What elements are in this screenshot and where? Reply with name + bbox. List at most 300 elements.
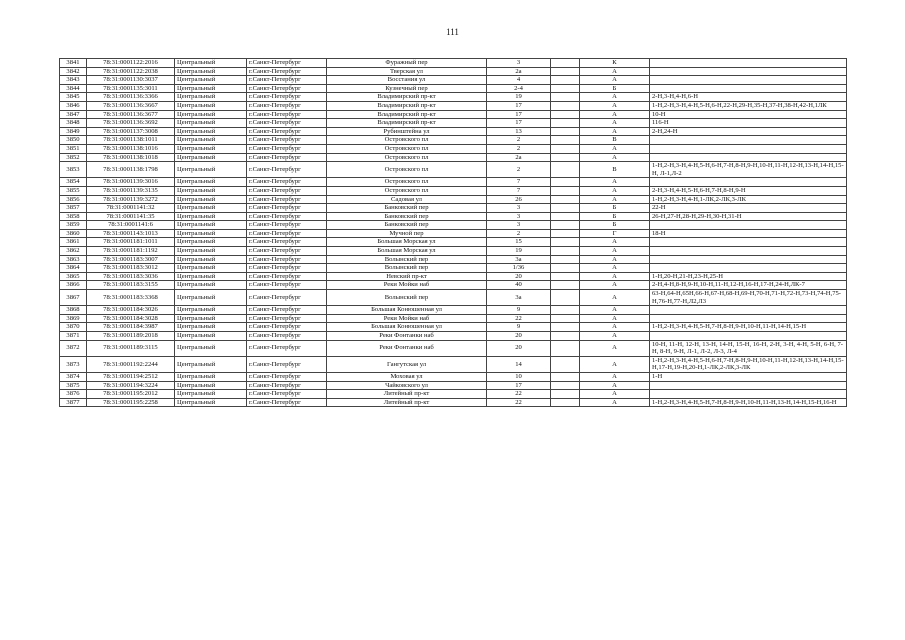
district-cell: Центральный (175, 372, 247, 381)
table-row (60, 59, 847, 68)
cadastral-number-cell: 78:31:0001189:3115 (87, 340, 175, 356)
row-number-cell: 3871 (60, 332, 87, 341)
city-cell: г.Санкт-Петербург (247, 195, 327, 204)
premises-list-cell: 10-Н (650, 110, 847, 119)
street-cell: Литейный пр-кт (327, 390, 487, 399)
street-cell: Островского пл (327, 162, 487, 178)
extra-cell (551, 101, 580, 110)
building-letter-cell: А (580, 186, 650, 195)
extra-cell (551, 212, 580, 221)
cadastral-number-cell: 78:31:0001122:2016 (87, 59, 175, 68)
street-cell: Гангутская ул (327, 356, 487, 372)
cadastral-number-cell: 78:31:0001183:3007 (87, 255, 175, 264)
house-number-cell: 1/36 (487, 264, 551, 273)
row-number-cell: 3854 (60, 178, 87, 187)
premises-list-cell (650, 332, 847, 341)
cadastral-number-cell: 78:31:0001137:3008 (87, 127, 175, 136)
street-cell: Литейный пр-кт (327, 398, 487, 407)
house-number-cell: 40 (487, 281, 551, 290)
premises-list-cell (650, 306, 847, 315)
row-number-cell: 3856 (60, 195, 87, 204)
extra-cell (551, 398, 580, 407)
building-letter-cell: А (580, 178, 650, 187)
building-letter-cell: А (580, 101, 650, 110)
district-cell: Центральный (175, 314, 247, 323)
street-cell: Кузнечный пер (327, 84, 487, 93)
cadastral-number-cell: 78:31:0001184:3987 (87, 323, 175, 332)
row-number-cell: 3843 (60, 76, 87, 85)
premises-list-cell (650, 67, 847, 76)
row-number-cell: 3868 (60, 306, 87, 315)
house-number-cell: 22 (487, 390, 551, 399)
row-number-cell: 3864 (60, 264, 87, 273)
table-row (60, 390, 847, 399)
house-number-cell: 9 (487, 323, 551, 332)
page-number: 111 (446, 27, 459, 37)
district-cell: Центральный (175, 238, 247, 247)
city-cell: г.Санкт-Петербург (247, 204, 327, 213)
street-cell: Восстания ул (327, 76, 487, 85)
building-letter-cell: В (580, 136, 650, 145)
row-number-cell: 3870 (60, 323, 87, 332)
premises-list-cell: 1-Н,2-Н,3-Н,4-Н,5-Н,6-Н,22-Н,29-Н,35-Н,37-Н,38-Н,42-Н,1ЛК (650, 101, 847, 110)
row-number-cell: 3853 (60, 162, 87, 178)
extra-cell (551, 272, 580, 281)
premises-list-cell (650, 144, 847, 153)
premises-list-cell (650, 59, 847, 68)
extra-cell (551, 76, 580, 85)
extra-cell (551, 290, 580, 306)
table-row (60, 110, 847, 119)
district-cell: Центральный (175, 390, 247, 399)
building-letter-cell: Б (580, 212, 650, 221)
house-number-cell: 2-4 (487, 84, 551, 93)
house-number-cell: 20 (487, 332, 551, 341)
table-row (60, 398, 847, 407)
district-cell: Центральный (175, 110, 247, 119)
house-number-cell: 2 (487, 162, 551, 178)
city-cell: г.Санкт-Петербург (247, 186, 327, 195)
district-cell: Центральный (175, 340, 247, 356)
street-cell: Реки Мойки наб (327, 281, 487, 290)
extra-cell (551, 340, 580, 356)
table-row (60, 306, 847, 315)
premises-list-cell (650, 255, 847, 264)
street-cell: Волынский пер (327, 290, 487, 306)
premises-list-cell (650, 314, 847, 323)
row-number-cell: 3851 (60, 144, 87, 153)
extra-cell (551, 110, 580, 119)
row-number-cell: 3869 (60, 314, 87, 323)
house-number-cell: 19 (487, 247, 551, 256)
street-cell: Тверская ул (327, 67, 487, 76)
street-cell: Реки Фонтанки наб (327, 332, 487, 341)
extra-cell (551, 84, 580, 93)
house-number-cell: 17 (487, 381, 551, 390)
premises-list-cell: 1-Н,20-Н,21-Н,23-Н,25-Н (650, 272, 847, 281)
building-letter-cell: В (580, 162, 650, 178)
district-cell: Центральный (175, 281, 247, 290)
house-number-cell: 15 (487, 238, 551, 247)
district-cell: Центральный (175, 306, 247, 315)
premises-list-cell: 1-Н (650, 372, 847, 381)
premises-list-cell (650, 381, 847, 390)
row-number-cell: 3857 (60, 204, 87, 213)
city-cell: г.Санкт-Петербург (247, 372, 327, 381)
cadastral-number-cell: 78:31:0001138:1798 (87, 162, 175, 178)
street-cell: Большая Конюшенная ул (327, 306, 487, 315)
district-cell: Центральный (175, 264, 247, 273)
table-row (60, 67, 847, 76)
street-cell: Островского пл (327, 178, 487, 187)
premises-list-cell: 10-Н, 11-Н, 12-Н, 13-Н, 14-Н, 15-Н, 16-Н, 2-Н, 3-Н, 4-Н, 5-Н, 6-Н, 7-Н, 8-Н, 9-Н, Л-1, Л-2, Л-3, Л-4 (650, 340, 847, 356)
building-letter-cell: А (580, 264, 650, 273)
row-number-cell: 3867 (60, 290, 87, 306)
street-cell: Садовая ул (327, 195, 487, 204)
table-row (60, 281, 847, 290)
district-cell: Центральный (175, 93, 247, 102)
cadastral-number-cell: 78:31:0001136:3366 (87, 93, 175, 102)
building-letter-cell: А (580, 390, 650, 399)
row-number-cell: 3850 (60, 136, 87, 145)
house-number-cell: 17 (487, 119, 551, 128)
city-cell: г.Санкт-Петербург (247, 281, 327, 290)
city-cell: г.Санкт-Петербург (247, 59, 327, 68)
city-cell: г.Санкт-Петербург (247, 255, 327, 264)
city-cell: г.Санкт-Петербург (247, 93, 327, 102)
premises-list-cell: 1-Н,2-Н,3-Н,4-Н,5-Н,7-Н,8-Н,9-Н,10-Н,11-Н,13-Н,14-Н,15-Н,16-Н (650, 398, 847, 407)
table-row (60, 272, 847, 281)
building-letter-cell: К (580, 59, 650, 68)
building-letter-cell: А (580, 323, 650, 332)
city-cell: г.Санкт-Петербург (247, 390, 327, 399)
street-cell: Островского пл (327, 144, 487, 153)
registry-table (59, 58, 847, 407)
building-letter-cell: А (580, 340, 650, 356)
house-number-cell: 20 (487, 340, 551, 356)
district-cell: Центральный (175, 127, 247, 136)
city-cell: г.Санкт-Петербург (247, 229, 327, 238)
row-number-cell: 3865 (60, 272, 87, 281)
district-cell: Центральный (175, 221, 247, 230)
house-number-cell: 26 (487, 195, 551, 204)
city-cell: г.Санкт-Петербург (247, 398, 327, 407)
table-row (60, 255, 847, 264)
extra-cell (551, 186, 580, 195)
district-cell: Центральный (175, 398, 247, 407)
premises-list-cell (650, 76, 847, 85)
extra-cell (551, 119, 580, 128)
premises-list-cell (650, 390, 847, 399)
row-number-cell: 3874 (60, 372, 87, 381)
cadastral-number-cell: 78:31:0001194:3224 (87, 381, 175, 390)
city-cell: г.Санкт-Петербург (247, 153, 327, 162)
row-number-cell: 3872 (60, 340, 87, 356)
building-letter-cell: Б (580, 204, 650, 213)
house-number-cell: 2 (487, 229, 551, 238)
district-cell: Центральный (175, 136, 247, 145)
cadastral-number-cell: 78:31:0001136:3667 (87, 101, 175, 110)
cadastral-number-cell: 78:31:0001139:3135 (87, 186, 175, 195)
city-cell: г.Санкт-Петербург (247, 290, 327, 306)
extra-cell (551, 238, 580, 247)
building-letter-cell: А (580, 255, 650, 264)
row-number-cell: 3852 (60, 153, 87, 162)
street-cell: Моховая ул (327, 372, 487, 381)
cadastral-number-cell: 78:31:0001184:3028 (87, 314, 175, 323)
house-number-cell: 3 (487, 212, 551, 221)
premises-list-cell (650, 247, 847, 256)
cadastral-number-cell: 78:31:0001138:1011 (87, 136, 175, 145)
row-number-cell: 3842 (60, 67, 87, 76)
district-cell: Центральный (175, 178, 247, 187)
district-cell: Центральный (175, 195, 247, 204)
table-row (60, 178, 847, 187)
street-cell: Волынский пер (327, 255, 487, 264)
cadastral-number-cell: 78:31:0001136:3677 (87, 110, 175, 119)
house-number-cell: 17 (487, 110, 551, 119)
extra-cell (551, 153, 580, 162)
house-number-cell: 2 (487, 136, 551, 145)
extra-cell (551, 229, 580, 238)
street-cell: Островского пл (327, 136, 487, 145)
street-cell: Большая Морская ул (327, 238, 487, 247)
extra-cell (551, 255, 580, 264)
table-row (60, 84, 847, 93)
city-cell: г.Санкт-Петербург (247, 101, 327, 110)
row-number-cell: 3849 (60, 127, 87, 136)
building-letter-cell: А (580, 67, 650, 76)
street-cell: Большая Морская ул (327, 247, 487, 256)
city-cell: г.Санкт-Петербург (247, 110, 327, 119)
street-cell: Владимирский пр-кт (327, 110, 487, 119)
city-cell: г.Санкт-Петербург (247, 67, 327, 76)
city-cell: г.Санкт-Петербург (247, 340, 327, 356)
row-number-cell: 3848 (60, 119, 87, 128)
cadastral-number-cell: 78:31:0001181:1192 (87, 247, 175, 256)
street-cell: Владимирский пр-кт (327, 93, 487, 102)
district-cell: Центральный (175, 356, 247, 372)
building-letter-cell: А (580, 381, 650, 390)
premises-list-cell: 63-Н,64-Н,65Н,66-Н,67-Н,68-Н,69-Н,70-Н,71-Н,72-Н,73-Н,74-Н,75-Н,76-Н,77-Н,Л2,Л3 (650, 290, 847, 306)
extra-cell (551, 59, 580, 68)
cadastral-number-cell: 78:31:0001143:1013 (87, 229, 175, 238)
table-row (60, 162, 847, 178)
row-number-cell: 3863 (60, 255, 87, 264)
city-cell: г.Санкт-Петербург (247, 221, 327, 230)
district-cell: Центральный (175, 76, 247, 85)
table-row (60, 356, 847, 372)
extra-cell (551, 264, 580, 273)
city-cell: г.Санкт-Петербург (247, 381, 327, 390)
table-row (60, 93, 847, 102)
building-letter-cell: А (580, 153, 650, 162)
table-row (60, 186, 847, 195)
extra-cell (551, 204, 580, 213)
street-cell: Невский пр-кт (327, 272, 487, 281)
building-letter-cell: А (580, 76, 650, 85)
district-cell: Центральный (175, 323, 247, 332)
house-number-cell: 7 (487, 178, 551, 187)
row-number-cell: 3846 (60, 101, 87, 110)
cadastral-number-cell: 78:31:0001184:3026 (87, 306, 175, 315)
house-number-cell: 7 (487, 186, 551, 195)
house-number-cell: 3 (487, 59, 551, 68)
extra-cell (551, 356, 580, 372)
district-cell: Центральный (175, 332, 247, 341)
row-number-cell: 3862 (60, 247, 87, 256)
city-cell: г.Санкт-Петербург (247, 119, 327, 128)
street-cell: Владимирский пр-кт (327, 119, 487, 128)
row-number-cell: 3860 (60, 229, 87, 238)
building-letter-cell: А (580, 144, 650, 153)
table-row (60, 332, 847, 341)
row-number-cell: 3866 (60, 281, 87, 290)
city-cell: г.Санкт-Петербург (247, 314, 327, 323)
city-cell: г.Санкт-Петербург (247, 84, 327, 93)
table-row (60, 144, 847, 153)
building-letter-cell: А (580, 247, 650, 256)
extra-cell (551, 195, 580, 204)
table-row (60, 290, 847, 306)
premises-list-cell: 2-Н,3-Н,4-Н,6-Н (650, 93, 847, 102)
premises-list-cell (650, 238, 847, 247)
city-cell: г.Санкт-Петербург (247, 238, 327, 247)
extra-cell (551, 178, 580, 187)
table-row (60, 101, 847, 110)
district-cell: Центральный (175, 255, 247, 264)
premises-list-cell: 1-Н,2-Н,3-Н,4-Н,5-Н,6-Н,7-Н,8-Н,9-Н,10-Н,11-Н,12-Н,13-Н,14-Н,15-Н,17-Н,19-Н,20-Н,1-ЛК,2-ЛК,3-ЛК (650, 356, 847, 372)
row-number-cell: 3877 (60, 398, 87, 407)
city-cell: г.Санкт-Петербург (247, 332, 327, 341)
street-cell: Чайковского ул (327, 381, 487, 390)
cadastral-number-cell: 78:31:0001138:1016 (87, 144, 175, 153)
building-letter-cell: А (580, 238, 650, 247)
extra-cell (551, 127, 580, 136)
table-row (60, 323, 847, 332)
row-number-cell: 3859 (60, 221, 87, 230)
cadastral-number-cell: 78:31:0001141:6 (87, 221, 175, 230)
house-number-cell: 3 (487, 204, 551, 213)
table-row (60, 229, 847, 238)
extra-cell (551, 381, 580, 390)
table-row (60, 136, 847, 145)
street-cell: Фуражный пер (327, 59, 487, 68)
city-cell: г.Санкт-Петербург (247, 178, 327, 187)
building-letter-cell: А (580, 398, 650, 407)
cadastral-number-cell: 78:31:0001138:1018 (87, 153, 175, 162)
house-number-cell: 3а (487, 290, 551, 306)
row-number-cell: 3847 (60, 110, 87, 119)
district-cell: Центральный (175, 59, 247, 68)
district-cell: Центральный (175, 229, 247, 238)
cadastral-number-cell: 78:31:0001139:3016 (87, 178, 175, 187)
table-row (60, 212, 847, 221)
cadastral-number-cell: 78:31:0001181:1011 (87, 238, 175, 247)
house-number-cell: 2а (487, 153, 551, 162)
city-cell: г.Санкт-Петербург (247, 323, 327, 332)
street-cell: Реки Фонтанки наб (327, 340, 487, 356)
house-number-cell: 13 (487, 127, 551, 136)
street-cell: Владимирский пр-кт (327, 101, 487, 110)
row-number-cell: 3858 (60, 212, 87, 221)
extra-cell (551, 281, 580, 290)
cadastral-number-cell: 78:31:0001183:3036 (87, 272, 175, 281)
district-cell: Центральный (175, 272, 247, 281)
city-cell: г.Санкт-Петербург (247, 127, 327, 136)
table-row (60, 76, 847, 85)
city-cell: г.Санкт-Петербург (247, 272, 327, 281)
city-cell: г.Санкт-Петербург (247, 356, 327, 372)
city-cell: г.Санкт-Петербург (247, 306, 327, 315)
building-letter-cell: А (580, 272, 650, 281)
premises-list-cell (650, 221, 847, 230)
district-cell: Центральный (175, 186, 247, 195)
extra-cell (551, 221, 580, 230)
street-cell: Островского пл (327, 153, 487, 162)
street-cell: Волынский пер (327, 264, 487, 273)
cadastral-number-cell: 78:31:0001122:2038 (87, 67, 175, 76)
extra-cell (551, 314, 580, 323)
table-row (60, 195, 847, 204)
row-number-cell: 3855 (60, 186, 87, 195)
table-row (60, 204, 847, 213)
building-letter-cell: А (580, 127, 650, 136)
cadastral-number-cell: 78:31:0001139:3272 (87, 195, 175, 204)
premises-list-cell: 116-Н (650, 119, 847, 128)
street-cell: Банковский пер (327, 204, 487, 213)
extra-cell (551, 144, 580, 153)
district-cell: Центральный (175, 119, 247, 128)
cadastral-number-cell: 78:31:0001183:3155 (87, 281, 175, 290)
city-cell: г.Санкт-Петербург (247, 162, 327, 178)
street-cell: Островского пл (327, 186, 487, 195)
premises-list-cell: 1-Н,2-Н,3-Н,4-Н,1-ЛК,2-ЛК,3-ЛК (650, 195, 847, 204)
premises-list-cell (650, 178, 847, 187)
row-number-cell: 3875 (60, 381, 87, 390)
extra-cell (551, 162, 580, 178)
extra-cell (551, 306, 580, 315)
premises-list-cell (650, 264, 847, 273)
district-cell: Центральный (175, 247, 247, 256)
table-row (60, 340, 847, 356)
extra-cell (551, 136, 580, 145)
district-cell: Центральный (175, 101, 247, 110)
cadastral-number-cell: 78:31:0001195:2012 (87, 390, 175, 399)
house-number-cell: 3а (487, 255, 551, 264)
city-cell: г.Санкт-Петербург (247, 144, 327, 153)
row-number-cell: 3873 (60, 356, 87, 372)
house-number-cell: 17 (487, 101, 551, 110)
extra-cell (551, 67, 580, 76)
district-cell: Центральный (175, 67, 247, 76)
row-number-cell: 3861 (60, 238, 87, 247)
premises-list-cell: 1-Н,2-Н,3-Н,4-Н,5-Н,7-Н,8-Н,9-Н,10-Н,11-Н,14-Н,15-Н (650, 323, 847, 332)
extra-cell (551, 247, 580, 256)
building-letter-cell: А (580, 314, 650, 323)
premises-list-cell: 1-Н,2-Н,3-Н,4-Н,5-Н,6-Н,7-Н,8-Н,9-Н,10-Н,11-Н,12-Н,13-Н,14-Н,15-Н, Л-1,Л-2 (650, 162, 847, 178)
extra-cell (551, 390, 580, 399)
house-number-cell: 3 (487, 221, 551, 230)
premises-list-cell: 2-Н,4-Н,8-Н,9-Н,10-Н,11-Н,12-Н,16-Н,17-Н,24-Н,ЛК-7 (650, 281, 847, 290)
building-letter-cell: А (580, 290, 650, 306)
extra-cell (551, 323, 580, 332)
city-cell: г.Санкт-Петербург (247, 247, 327, 256)
table-row (60, 372, 847, 381)
street-cell: Банковский пер (327, 221, 487, 230)
house-number-cell: 10 (487, 372, 551, 381)
table-row (60, 264, 847, 273)
